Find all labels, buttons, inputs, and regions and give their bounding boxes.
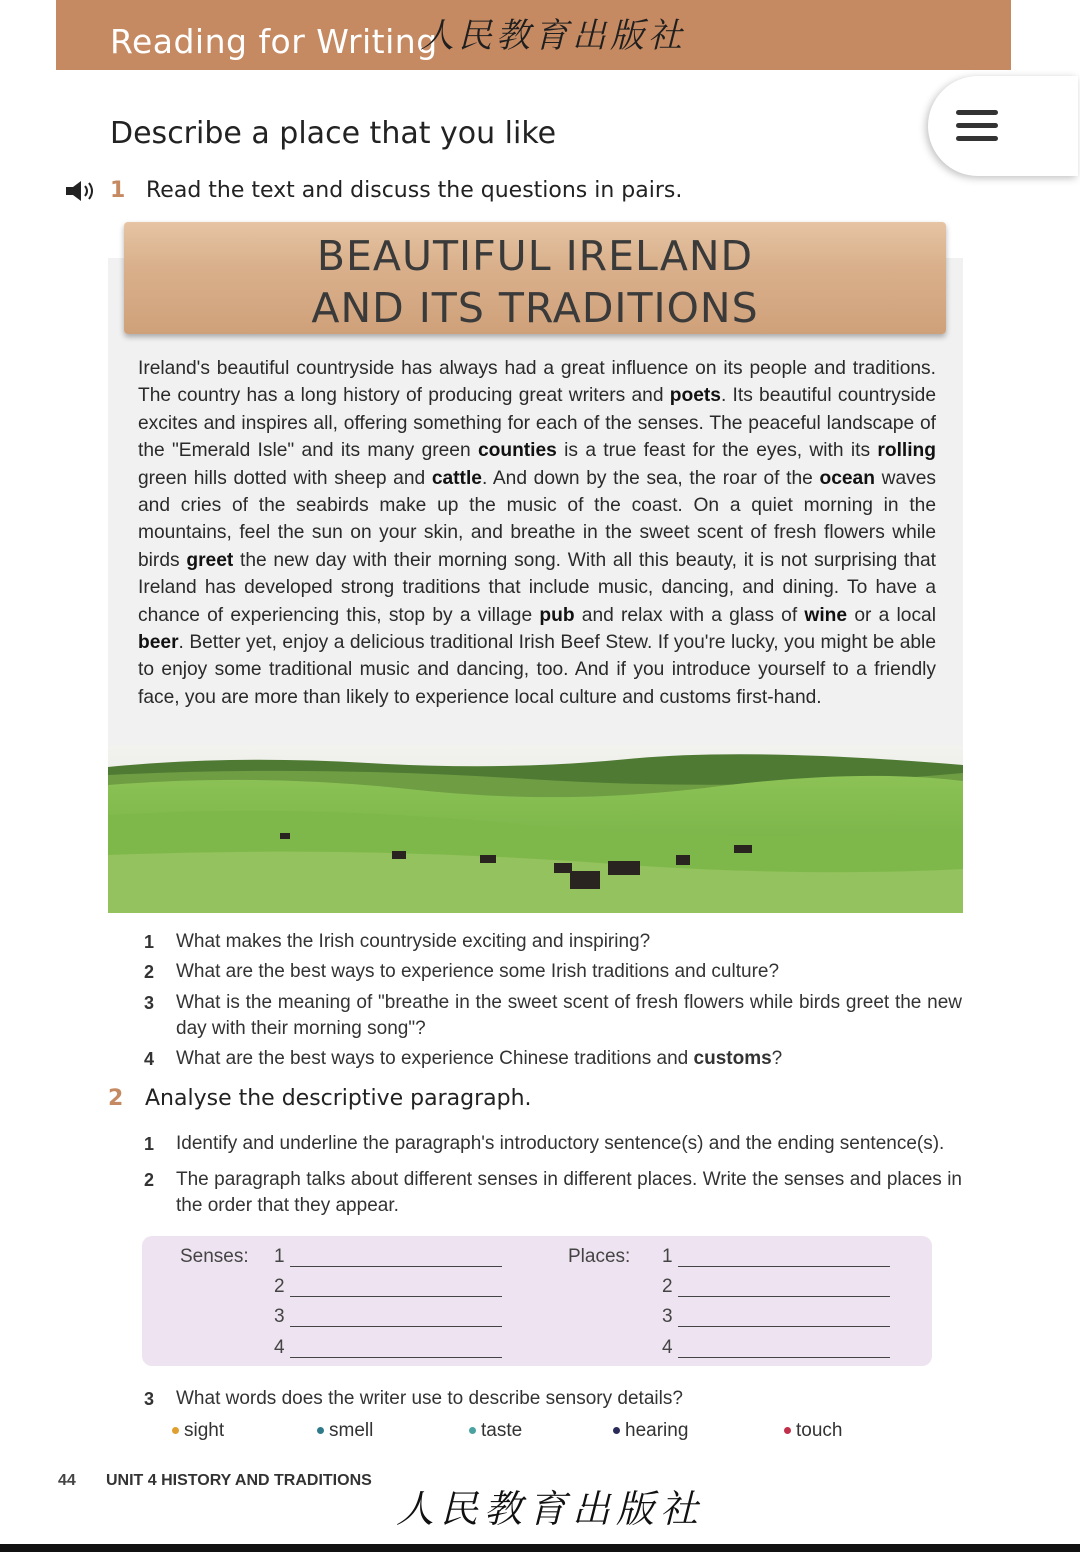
senses-blank-3[interactable] [290,1325,502,1327]
speaker-icon[interactable] [64,180,96,202]
article-text-segment: . Its beautiful countryside excites and inspires all, offering something for each of the senses. The peaceful landscape of the "Emerald Isle" and its many green [138,385,936,462]
question-1-text: What makes the Irish countryside exciting and inspiring? [176,931,651,952]
publisher-seal-top: 人民教育出版社 [420,16,686,56]
vocab-word: counties [477,440,557,462]
hamburger-icon [956,123,998,128]
task-2-number: 2 [108,1086,124,1111]
article-paragraph [138,355,936,711]
article-title-line-1: BEAUTIFUL IRELAND [316,232,754,280]
task-2-item-2-text: The paragraph talks about different senses in different places. Write the senses and places in the order that they appear. [176,1169,962,1216]
sense-taste [469,1420,522,1442]
vocab-word: rolling [877,440,936,462]
hamburger-icon [956,110,998,115]
hamburger-icon [956,136,998,141]
bullet-dot-icon [469,1427,476,1434]
vocab-word: greet [186,549,234,571]
sense-label: sight [184,1420,225,1441]
question-4-text-end: ? [771,1048,783,1069]
question-2-text: What are the best ways to experience some Irish traditions and culture? [176,961,780,982]
vocab-word: wine [804,604,848,626]
question-1-number: 1 [144,932,155,952]
vocab-word: pub [539,604,575,626]
question-3-number: 3 [144,993,155,1013]
sense-smell [317,1420,373,1442]
places-number-1: 1 [662,1246,673,1267]
menu-button[interactable] [928,76,1078,176]
article-text-segment: waves and cries of the seabirds make up the music of the coast. On a quiet morning in the mountains, feel the sun on your skin, and breathe in the sweet scent of fresh flowers while birds [138,467,936,571]
senses-blank-4[interactable] [290,1356,502,1358]
task-1-instruction: Read the text and discuss the questions in pairs. [146,178,683,203]
task-2-item-3-number: 3 [144,1389,155,1409]
sense-label: hearing [625,1420,689,1441]
sense-label: taste [481,1420,523,1441]
sense-label: smell [329,1420,374,1441]
bullet-dot-icon [317,1427,324,1434]
article-text-segment: green hills dotted with sheep and [138,467,432,489]
vocab-word: poets [669,385,721,407]
section-title: Reading for Writing [110,22,438,61]
senses-blank-1[interactable] [290,1265,502,1267]
sense-touch [784,1420,842,1442]
senses-number-3: 3 [274,1306,285,1327]
article-title-line-2: AND ITS TRADITIONS [311,284,759,332]
task-2-instruction: Analyse the descriptive paragraph. [145,1086,532,1111]
places-label: Places: [568,1246,631,1267]
irish-countryside-photo [108,745,963,913]
places-blank-4[interactable] [678,1356,890,1358]
article-text-segment: . Better yet, enjoy a delicious traditional Irish Beef Stew. If you're lucky, you might be able to enjoy some traditional music and dancing, too. And if you introduce yourself to a friendly face, you are more than likely to experience local culture and customs first-hand. [138,632,936,708]
article-text-segment: the new day with their morning song. With all this beauty, it is not surprising that Ireland has developed strong traditions that include music, dancing, and dining. To have a chance of experiencing this, stop by a village [138,549,937,626]
sense-hearing [613,1420,688,1442]
places-number-4: 4 [662,1337,673,1358]
vocab-word: cattle [431,467,482,489]
senses-number-1: 1 [274,1246,285,1267]
task-2-item-2-number: 2 [144,1170,155,1190]
senses-number-4: 4 [274,1337,285,1358]
places-blank-2[interactable] [678,1295,890,1297]
bullet-dot-icon [784,1427,791,1434]
sense-sight [172,1420,224,1442]
task-2-item-1-number: 1 [144,1134,155,1154]
sense-label: touch [796,1420,843,1441]
bullet-dot-icon [172,1427,179,1434]
publisher-seal-bottom: 人民教育出版社 [396,1487,705,1531]
senses-places-box [142,1236,932,1366]
places-number-2: 2 [662,1276,673,1297]
article-text-segment: Ireland's beautiful countryside has always had a great influence on its people and traditions. The country has a long history of producing great writers and [138,358,936,407]
senses-label: Senses: [180,1246,249,1267]
question-4-text [176,1046,966,1072]
bottom-edge [0,1544,1080,1552]
question-4-text-part: What are the best ways to experience Chinese traditions and [176,1048,694,1069]
vocab-word: beer [138,632,179,654]
unit-label: UNIT 4 HISTORY AND TRADITIONS [106,1472,372,1489]
question-4-bold-word: customs [693,1048,772,1069]
article-text-segment: and relax with a glass of [574,604,805,626]
senses-number-2: 2 [274,1276,285,1297]
task-1-number: 1 [110,178,126,203]
question-4-number: 4 [144,1049,155,1069]
vocab-word: ocean [819,467,875,489]
places-blank-3[interactable] [678,1325,890,1327]
places-blank-1[interactable] [678,1265,890,1267]
task-2-item-3-text: What words does the writer use to describe sensory details? [176,1388,683,1409]
article-text-segment: or a local [847,604,936,626]
page-title: Describe a place that you like [110,116,557,151]
task-2-item-1-text: Identify and underline the paragraph's introductory sentence(s) and the ending sentence(s). [176,1133,945,1154]
places-number-3: 3 [662,1306,673,1327]
bullet-dot-icon [613,1427,620,1434]
question-3-text: What is the meaning of "breathe in the sweet scent of fresh flowers while birds greet the new day with their morning song"? [176,992,962,1039]
article-text-segment: . And down by the sea, the roar of the [481,467,820,489]
article-text-segment: is a true feast for the eyes, with its [556,440,878,462]
question-2-number: 2 [144,962,155,982]
senses-blank-2[interactable] [290,1295,502,1297]
page-number: 44 [58,1472,76,1489]
